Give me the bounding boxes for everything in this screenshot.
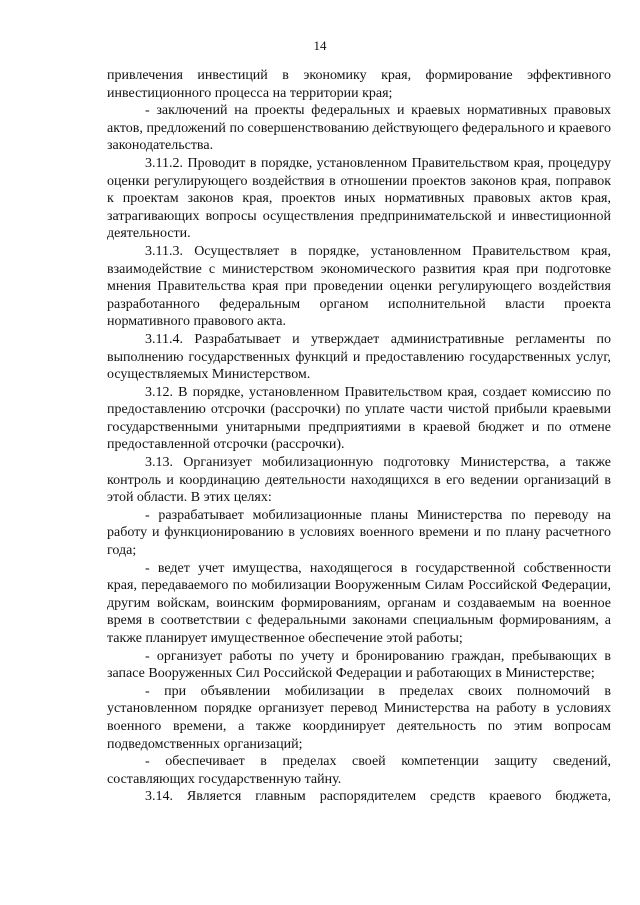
paragraph-13: 3.14. Является главным распорядителем средств краевого бюджета,	[145, 789, 611, 805]
page-number: 14	[313, 38, 327, 53]
paragraph-10: - организует работы по учету и бронированию граждан, пребывающих в запасе Вооруженных Сил Российской Федерации и работающих в Министерстве;	[107, 648, 611, 682]
paragraph-11: - при объявлении мобилизации в пределах своих полномочий в установленном порядке организует перевод Министерства на работу в условиях военного времени, а также координирует деятельность по этим вопросам подведомственных организаций;	[107, 683, 611, 752]
paragraph-3: 3.11.2. Проводит в порядке, установленном Правительством края, процедуру оценки регулирующего воздействия в отношении проектов законов края, поправок к проектам законов края, проектов иных нормативных правовых актов края, затрагивающих вопросы осуществления предпринимательской и инвестиционной деятельности.	[107, 155, 611, 242]
paragraph-9: - ведет учет имущества, находящегося в государственной собственности края, передаваемого по мобилизации Вооруженным Силам Российской Федерации, другим войскам, воинским формированиям, органам и создаваемым на военное время в соответствии с федеральными законами специальным формированиям, а также планирует имущественное обеспечение этой работы;	[107, 560, 611, 646]
paragraph-12: - обеспечивает в пределах своей компетенции защиту сведений, составляющих государственную тайну.	[107, 754, 611, 787]
paragraph-7: 3.13. Организует мобилизационную подготовку Министерства, а также контроль и координацию деятельности находящихся в его ведении организаций в этой области. В этих целях:	[107, 455, 611, 506]
paragraph-2: - заключений на проекты федеральных и краевых нормативных правовых актов, предложений по совершенствованию действующего федерального и краевого законодательства.	[107, 103, 611, 154]
paragraph-4: 3.11.3. Осуществляет в порядке, установленном Правительством края, взаимодействие с министерством экономического развития края при подготовке мнения Правительства края при проведении оценки регулирующего воздействия разработанного федеральным органом исполнительной власти проекта нормативного правового акта.	[107, 243, 611, 330]
paragraph-5: 3.11.4. Разрабатывает и утверждает административные регламенты по выполнению государственных функций и предоставлению государственных услуг, осуществляемых Министерством.	[107, 331, 611, 383]
paragraph-1: привлечения инвестиций в экономику края, формирование эффективного инвестиционного процесса на территории края;	[107, 68, 611, 101]
paragraph-8: - разрабатывает мобилизационные планы Министерства по переводу на работу и функционированию в условиях военного времени и по плану расчетного года;	[107, 507, 611, 559]
paragraph-6: 3.12. В порядке, установленном Правительством края, создает комиссию по предоставлению отсрочки (рассрочки) по уплате части чистой прибыли краевыми государственными унитарными предприятиями в краевой бюджет и по отмене предоставленной отсрочки (рассрочки).	[107, 384, 611, 453]
document-body	[107, 67, 611, 806]
